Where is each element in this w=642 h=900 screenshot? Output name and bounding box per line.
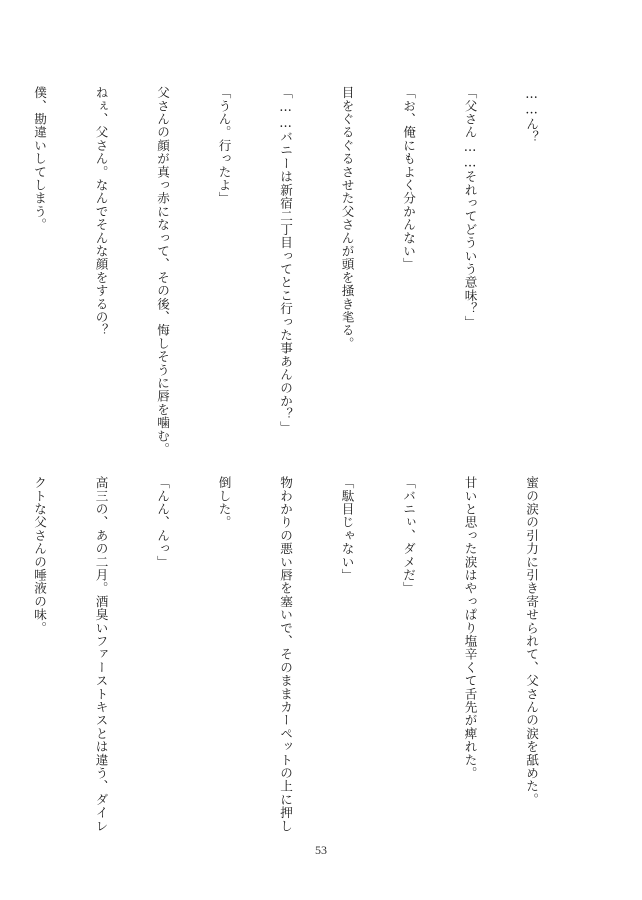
text-line: ……ん？	[524, 86, 539, 144]
text-block-upper	[0, 86, 582, 456]
text-block-lower	[0, 476, 582, 833]
text-line: 「駄目じゃない」	[339, 476, 355, 582]
text-line: クトな父さんの唾液の味。	[32, 476, 47, 635]
text-line: 「んん、んっ」	[155, 476, 170, 569]
text-line: 高三の、あの二月。酒臭いファーストキスとは違う、ダイレ	[93, 476, 109, 833]
text-line: 「父さん……それってどういう意味？」	[462, 86, 478, 329]
page-number: 53	[315, 843, 327, 857]
text-line: 目をぐるぐるさせた父さんが頭を掻き毟る。	[339, 86, 355, 350]
text-line: ねぇ、父さん。なんでそんな顔をするの？	[93, 86, 109, 337]
text-line: 蜜の涙の引力に引き寄せられて、父さんの涙を舐めた。	[524, 476, 539, 806]
text-line: 「お、俺にもよく分かんない」	[401, 86, 416, 271]
text-line: 「うん。行ったよ」	[216, 86, 232, 205]
text-line: 僕、勘違いしてしまう。	[32, 86, 47, 232]
text-line: 甘いと思った涙はやっぱり塩辛くて舌先が痺れた。	[462, 476, 478, 780]
text-line: 「……バニーは新宿二丁目ってとこ行った事あんのか？」	[278, 86, 293, 434]
text-line: 倒した。	[216, 476, 232, 529]
text-line: 父さんの顔が真っ赤になって、その後、悔しそうに唇を噛む。	[155, 86, 170, 456]
text-line: 「バニぃ、ダメだ」	[401, 476, 416, 595]
text-line: 物わかりの悪い唇を塞いで、そのままカーペットの上に押し	[278, 476, 293, 833]
